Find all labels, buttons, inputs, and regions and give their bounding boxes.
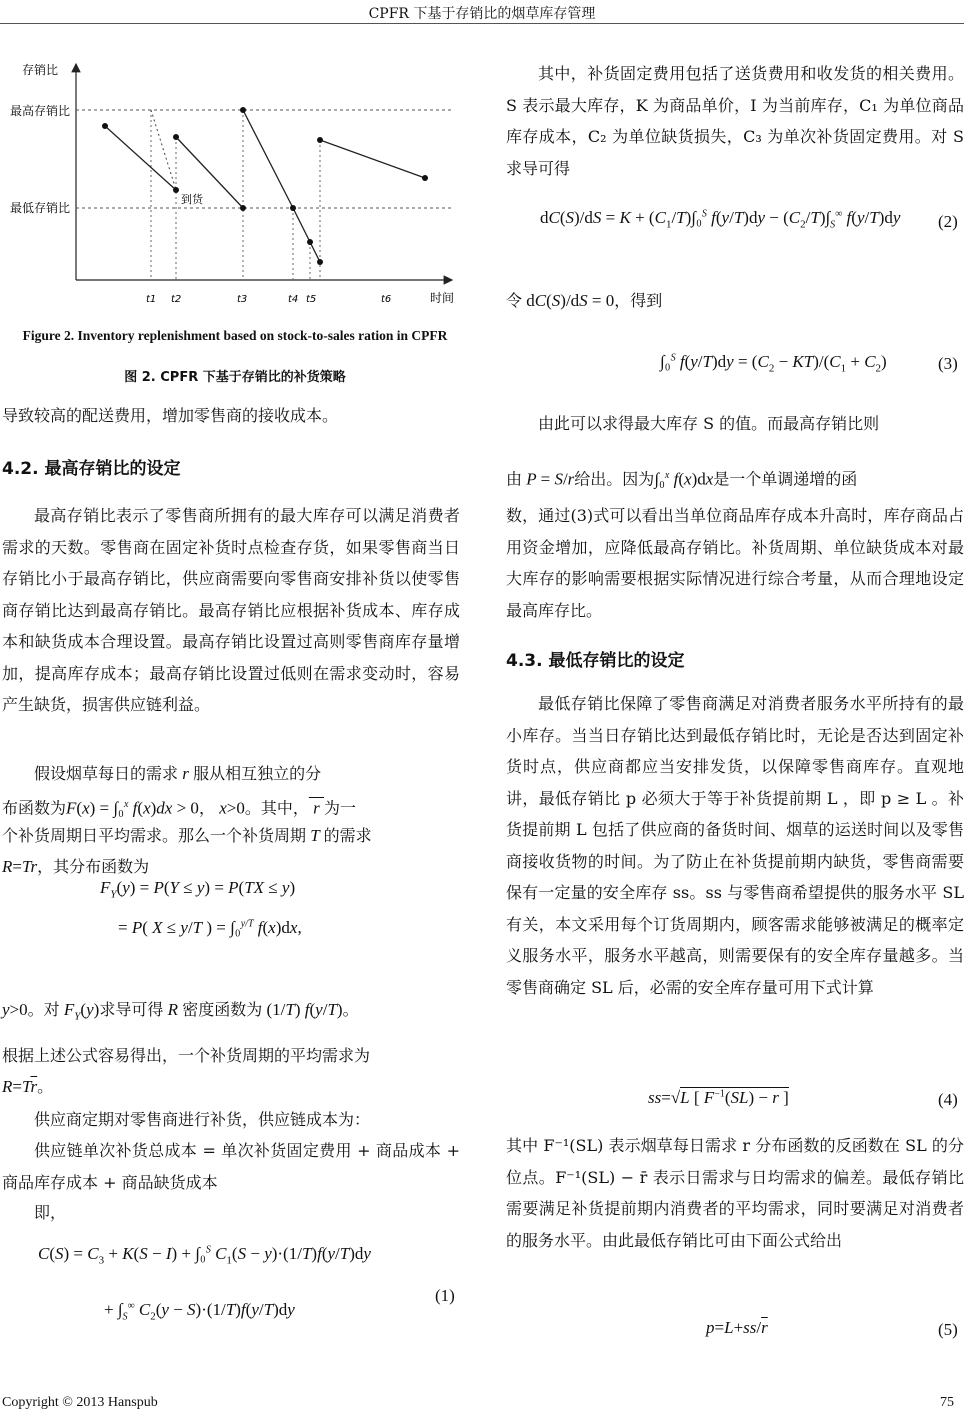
tick-t3: t3: [237, 294, 248, 305]
tick-t4: t4: [288, 294, 299, 305]
figure-caption-cn: 图 2. CPFR 下基于存销比的补货策略: [124, 370, 346, 385]
min-ratio-equation: $p=L+ss/\overline{r}$: [706, 1318, 768, 1337]
tick-t1: t1: [146, 294, 157, 305]
x-axis-label: 时间: [430, 291, 455, 305]
section-4-3-heading: 4.3. 最低存销比的设定: [506, 651, 685, 671]
figure-2-chart: [0, 52, 470, 314]
optimal-equation: ∫₀$^S$ $f(y/T)dy = (C_2 - KT)/(C_1 + C_2)$: [660, 352, 887, 375]
max-ratio-label: 最高存销比: [10, 104, 71, 118]
arrival-label: 到货: [181, 193, 203, 206]
footer-copyright: Copyright © 2013 Hanspub: [2, 1395, 158, 1410]
figure-caption-en: Figure 2. Inventory replenishment based on stock-to-sales ration in CPFR: [22, 328, 448, 343]
distribution-equation: $F_Y(y) = P(Y \le y) = P(TX \le y)$ = P( X ≤ y/T ) = ∫₀$^{y/T}$ f(x)dx,: [100, 878, 302, 938]
left-paragraph-0: 导致较高的配送费用，增加零售商的接收成本。: [2, 406, 339, 425]
y-axis-label: 存销比: [22, 63, 59, 77]
tick-t2: t2: [171, 294, 182, 305]
equation-number-1: (1): [435, 1286, 455, 1305]
left-p11: 即，: [34, 1203, 67, 1222]
left-paragraph-1: 最高存销比表示了零售商所拥有的最大库存可以满足消费者需求的天数。零售商在固定补货时点检查存货，如果零售商当日存销比小于最高存销比，供应商需要向零售商安排补货以使零售商存销比达到最高存销比。最高存销比应根据补货成本、库存成本和缺货成本合理设置。最高存销比设置过高则零售商库存量增加，提高库存成本；最高存销比设置过低则在需求变动时，容易产生缺货，损害供应链利益。: [2, 506, 460, 714]
left-p2: 假设烟草每日的需求 r 服从相互独立的分: [34, 764, 322, 783]
tick-t5: t5: [306, 294, 317, 305]
section-4-2-heading: 4.2. 最高存销比的设定: [2, 459, 181, 479]
running-header: CPFR 下基于存销比的烟草库存管理: [368, 6, 596, 22]
left-p4: 个补货周期日平均需求。那么一个补货周期 T 的需求: [2, 826, 372, 845]
equation-number-3: (3): [938, 354, 958, 373]
left-p6: y>0。对 $F_Y(y)$求导可得 R 密度函数为 (1/T) f(y/T)。: [2, 1000, 359, 1023]
left-p3: 布函数为F(x) = ∫₀$^x$ f(x)dx > 0， x>0。其中， r 为一: [2, 798, 356, 818]
equation-number-5: (5): [938, 1320, 958, 1339]
footer-page-number: 75: [940, 1395, 954, 1410]
safety-stock-equation: ss=√L [ $F^{-1}(SL) - \overline{r}$ ]: [648, 1088, 789, 1107]
left-p5: R=Tr，其分布函数为: [2, 857, 150, 876]
tick-t6: t6: [381, 294, 392, 305]
right-paragraph-3: 数，通过(3)式可以看出当单位商品库存成本升高时，库存商品占用资金增加，应降低最高存销比。补货周期、单位缺货成本对最大库存的影响需要根据实际情况进行综合考量，从而合理地设定最高库存比。: [506, 506, 964, 620]
left-p7: 根据上述公式容易得出，一个补货周期的平均需求为: [2, 1046, 371, 1065]
cost-equation: $C(S) = C_3 + K(S - I) + \int_0^S$ $C_1(S - y)\cdot(1/T)f(y/T)dy$ + $\int_S^\infty$ $C_2(y - S)\cdot(1/T)f(y/T)dy$: [38, 1244, 371, 1323]
right-paragraph-0: 其中，补货固定费用包括了送货费用和收发货的相关费用。S 表示最大库存，K 为商品单价，I 为当前库存，C₁ 为单位商品库存成本，C₂ 为单位缺货损失，C₃ 为单次补货固定费用。对 S 求导可得: [506, 64, 964, 178]
right-paragraph-5: 其中 F⁻¹(SL) 表示烟草每日需求 r 分布函数的反函数在 SL 的分位点。F⁻¹(SL) − r̄ 表示日需求与日均需求的偏差。最低存销比需要满足补货提前期内消费者的平均需求，同时要满足对消费者的服务水平。由此最低存销比可由下面公式给出: [506, 1136, 964, 1250]
left-p8: $R=T\overline{r}$。: [2, 1077, 54, 1096]
right-paragraph-4: 最低存销比保障了零售商满足对消费者服务水平所持有的最小库存。当当日存销比达到最低存销比时，无论是否达到固定补货时点，供应商都应当安排发货，以保障零售商库存。直观地讲，最低存销比 p 必须大于等于补货提前期 L ，即 p ≥ L 。补货提前期 L 包括了供应商的备货时间、烟草的运送时间以及零售商接收货物的时间。为了防止在补货提前期内缺货，零售商需要保有一定量的安全库存 ss。ss 与零售商希望提供的服务水平 SL 有关，本文采用每个订货周期内，顾客需求能够被满足的概率定义服务水平，服务水平越高，则需要保有的安全库存量越多。当零售商确定 SL 后，必需的安全库存量可用下式计算: [506, 694, 964, 997]
right-p2b: 由 P = S/r给出。因为∫₀$^x$ f(x)dx是一个单调递增的函: [506, 469, 858, 489]
equation-number-2: (2): [938, 212, 958, 231]
right-p1: 令 dC(S)/dS = 0，得到: [506, 291, 663, 310]
min-ratio-label: 最低存销比: [10, 201, 71, 215]
header-rule: [0, 23, 964, 24]
derivative-equation: $dC(S)/dS = K + (C_1/T)\int_0^S$ $f(y/T)dy - (C_2/T)\int_S^\infty$ f(y/T)dy: [540, 208, 901, 231]
equation-number-4: (4): [938, 1090, 958, 1109]
left-p9: 供应商定期对零售商进行补货，供应链成本为：: [34, 1110, 371, 1129]
right-p2a: 由此可以求得最大库存 S 的值。而最高存销比则: [538, 414, 880, 433]
left-p10: 供应链单次补货总成本 = 单次补货固定费用 + 商品成本 + 商品库存成本 + 商品缺货成本: [2, 1141, 460, 1192]
